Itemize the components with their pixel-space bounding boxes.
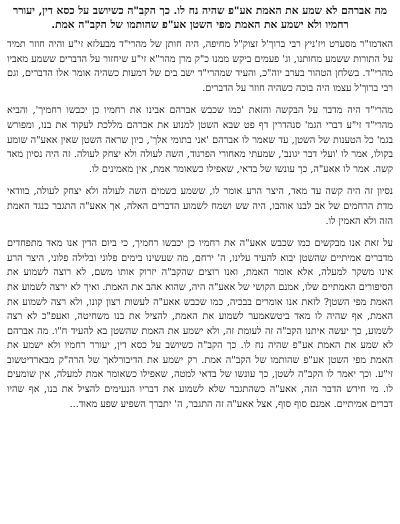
paragraph: על זאת אנו מבקשים כמו שכבש אאע"ה את רחמיו כן יכבשו רחמיך, כי ביום הדין אנו מאד מתפחדים מדברים אמיתיים שהשטן יבוא להעיד עלינו, ה' ירחם, מה שעשינו בימים פלוני ובלילה פלוני, היצר הרע אינו משקר למעלה, אלא אומר האמת, ואנו רוצים שהקב"ה יזרוק אותו משם, לא רוצה לשמוע את הסיפורים האמתיים שלו, אמנם הקושי של אאע"ה היה, שהוא אהב את האמת. ואיך לא ירצה לשמוע את האמת מפי השטן? לזאת אנו אומרים בבכיה, כמו שכבש אאע"ה לעשות רצון קונו, ולא רצה לשמוע את האמת, אף שהיה לו מאד ביטשאמער לשמוע את האמת, להציל את בנו משחיטה, ואעפ"כ לא רצה לשמוע, כך יעשה איתנו הקב"ה זה לעומת זה, ולא ישמע את האמת שהשטן בא להעיד ח"ו. מה אברהם לא שמע את האמת אע"פ שהיה נח לו. כך הקב"ה כשיושב על כסא דין, יעורר רחמיו ולא ישמע את האמת מפי השטן אע"פ שהותמו של הקב"ה אמת. רק ישמע את הדיבורלאך של הרה"ק מבארדיטשוב זי"ע. וכך יאמר לו הקב"ה לשטן, כך עונשו של בדאי למטה, שאפילו כשאומר אמת למעלה, אין שומעים לו. מי חידש הדבר הזה, אאע"ה כשהתגבר שלא לשמוע את דבריו הנעימים להציל את בנו, אף שהיו דברים אמיתיים. אמנם סוף סוף, אצל אאע"ה זה התגבר, ה' יתברך השפיע שפע מאוד... — [7, 238, 393, 410]
paragraph: מהרי"ד היה מדבר על הבקשה והזאת 'כמו שכבש אברהם אבינו את רחמיו כן יכבשו רחמיך', והביא מהרי"ד זי"ע דברי הגמ' סנהדרין דף פט שבא השטן למנוע את אברהם מללכת לעקוד את בנו, ומפורש בגמ' כל הטענות של השטן, עד שאמר לו אברהם 'אני בתומי אלך', כיון שראה השטן שאין אאע"ה שומע בקולו, אמר לו 'ועלי דבר יגונב', שמעתי מאחורי הפרגוד, השה לעולה ולא יצחק לעולה. זה היה נסיון מאד קשה. אמר לו אאע"ה, כך עונשו של בדאי, שאפילו כשאומר אמת, אין מאמינים לו. — [7, 105, 393, 175]
document-title: מה אברהם לא שמע את האמת אע"פ שהיה נח לו. כך הקב"ה כשיושב על כסא דין, יעורר רחמיו ולא ישמע את האמת מפי השטן אע"פ שהותמו של הקב"ה אמת. — [13, 5, 387, 31]
paragraph: נסיון זה היה קשה עד מאד, היצר הרע אומר לו, ששמע כשמים השה לעולה ולא יצחק לעולה, בוודאי מדת הרחמים של אב לבנו אוהבו, היה שש ושמח לשמוע הדברים האלה, אך אאע"ה התגבר כנגד האמת הזה ולא האמין לו. — [7, 186, 393, 227]
paragraph: האדמו"ר מסערט ויז'ניץ רבי ברוך'ל זצוק"ל מחיפה, היה חותן של מהרי"ד מבעלזא זי"ע והיה חוזר תמיד על התורות ששמע מחותנו, וג' פעמים ביקש ממנו כ"ק מרן מהר"א זי"ע שיחזור על הדברים ששמע מאביו מהרי"ד. בשלחן הטהור בערב יוה"כ, והעיד שמהרי"ד ישב בים של דמעות כשהיה אומר אלו הדברים, וגם רבי ברוך'ל עצמו היה בוכה כשהיה חוזר על הדברים. — [7, 39, 393, 94]
